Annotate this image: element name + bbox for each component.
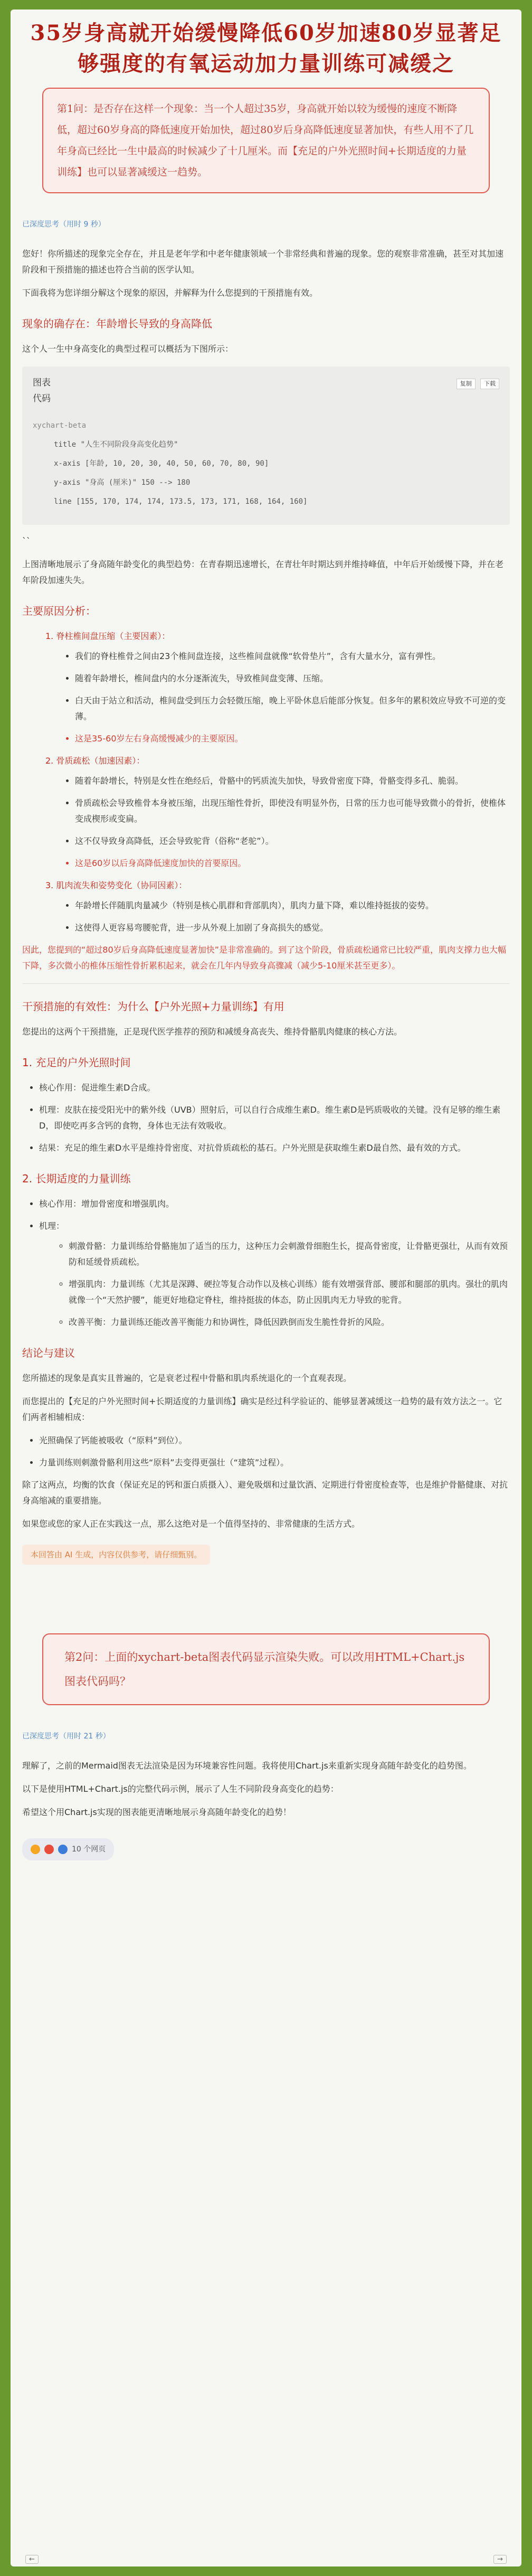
source-icon: [58, 1845, 68, 1854]
code-content: [33, 411, 499, 516]
cause-3-title: 3. 肌肉流失和姿势变化（协同因素）：: [45, 880, 187, 890]
conclusion-list: [22, 1433, 510, 1471]
list-item: [39, 1218, 510, 1330]
next-arrow-icon[interactable]: →: [493, 2555, 507, 2564]
list-item: • 骨质疏松会导致椎骨本身被压缩，出现压缩性骨折，即使没有明显外伤，日常的压力也可能导致微小的骨折，使椎体变成楔形或变扁。: [75, 795, 510, 827]
answer2-paragraph-3: 希望这个用Chart.js实现的图表能更清晰地展示身高随年龄变化的趋势！: [22, 1807, 291, 1817]
list-item: • 光照确保了钙能被吸收（“原料”到位）。: [39, 1433, 510, 1449]
source-pages[interactable]: [22, 1838, 114, 1860]
list-item: • 这使得人更容易弯腰驼背，进一步从外观上加剧了身高损失的感觉。: [75, 920, 510, 936]
code-line: xychart-beta: [33, 421, 87, 430]
question-box-2: 第2问：上面的xychart-beta图表代码显示渲染失败。可以改用HTML+Chart.js图表代码吗？: [42, 1633, 490, 1705]
cause-3: [45, 878, 510, 936]
cause-conclusion: 因此，您提到的“超过80岁后身高降低速度显著加快”是非常准确的。到了这个阶段，骨质疏松通常已比较严重，肌肉支撑力也大幅下降，多次微小的椎体压缩性骨折累积起来，就会在几年内导致身高骤减（减少5-10厘米甚至更多）。: [22, 945, 506, 971]
list-item: • 年龄增长伴随肌肉量减少（特别是核心肌群和背部肌肉），肌肉力量下降，难以维持挺拔的姿势。: [75, 898, 510, 914]
list-item: • 白天由于站立和活动，椎间盘受到压力会轻微压缩，晚上平卧休息后能部分恢复。但多年的累积效应导致不可逆的变薄。: [75, 693, 510, 725]
footer-nav: [11, 2552, 521, 2566]
heading-light: 1. 充足的户外光照时间: [22, 1056, 131, 1069]
list-item: • 我们的脊柱椎骨之间由23个椎间盘连接，这些椎间盘就像“软骨垫片”，含有大量水分，富有弹性。: [75, 648, 510, 664]
cause-2: [45, 753, 510, 871]
deep-thinking-meta-2[interactable]: 已深度思考（用时 21 秒）: [22, 1732, 110, 1741]
heading-strength: 2. 长期适度的力量训练: [22, 1172, 131, 1185]
answer2-paragraph-2: 以下是使用HTML+Chart.js的完整代码示例，展示了人生不同阶段身高变化的趋势：: [22, 1784, 339, 1794]
source-icon: [44, 1845, 54, 1854]
code-line: line [155, 170, 174, 174, 173.5, 173, 171, 168, 164, 160]: [54, 497, 308, 506]
heading-existence: 现象的确存在：年龄增长导致的身高降低: [22, 317, 212, 330]
strength-list: [22, 1196, 510, 1330]
deep-thinking-meta-1[interactable]: 已深度思考（用时 9 秒）: [22, 220, 106, 229]
prev-arrow-icon[interactable]: ←: [25, 2555, 39, 2564]
answer2-paragraph-1: 理解了，之前的Mermaid图表无法渲染是因为环境兼容性问题。我将使用Chart.js来重新实现身高随年龄变化的趋势图。: [22, 1761, 472, 1771]
page-title: 35岁身高就开始缓慢降低60岁加速80岁显著足够强度的有氧运动加力量训练可减缓之: [30, 21, 502, 76]
light-list: [22, 1080, 510, 1156]
download-button[interactable]: 下载: [480, 379, 499, 389]
question-box-1: 第1问：是否存在这样一个现象：当一个人超过35岁，身高就开始以较为缓慢的速度不断降低，超过60岁身高的降低速度开始加快，超过80岁后身高降低速度显著加快，有些人用不了几年身高已经比一生中最高的时候减少了十几厘米。而【充足的户外光照时间+长期适度的力量训练】也可以显著减缓这一趋势。: [42, 88, 490, 193]
code-label-chart[interactable]: 图表: [33, 378, 51, 388]
divider: [22, 983, 510, 984]
list-item: • 这不仅导致身高降低，还会导致驼背（俗称“老驼”）。: [75, 833, 510, 849]
list-item: • 随着年龄增长，特别是女性在绝经后，骨骼中的钙质流失加快，导致骨密度下降，骨骼变得多孔、脆弱。: [75, 773, 510, 789]
source-icon: [31, 1845, 40, 1854]
summary-paragraph: 上图清晰地展示了身高随年龄变化的典型趋势：在青春期迅速增长，在青壮年时期达到并维持峰值，中年后开始缓慢下降，并在老年阶段加速失失。: [22, 559, 504, 585]
code-label-code[interactable]: 代码: [33, 393, 51, 404]
list-item: ◦ 改善平衡：力量训练还能改善平衡能力和协调性，降低因跌倒而发生脆性骨折的风险。: [69, 1314, 510, 1330]
intro-paragraph-1: 您好！你所描述的现象完全存在，并且是老年学和中老年健康领域一个非常经典和普遍的现象。您的观察非常准确，甚至对其加速阶段和干预措施的描述也符合当前的医学认知。: [22, 249, 504, 275]
article-page: [11, 10, 521, 2566]
cause-1: [45, 628, 510, 747]
ai-disclaimer: 本回答由 AI 生成，内容仅供参考，请仔细甄别。: [22, 1545, 210, 1565]
intro-paragraph-2: 下面我将为您详细分解这个现象的原因，并解释为什么您提到的干预措施有效。: [22, 288, 318, 298]
strength-mechanism-label: 机理：: [39, 1221, 65, 1231]
code-line: x-axis [年龄, 10, 20, 30, 40, 50, 60, 70, 80, 90]: [54, 459, 269, 468]
conclusion-paragraph-1: 您所描述的现象是真实且普遍的，它是衰老过程中骨骼和肌肉系统退化的一个直观表现。: [22, 1373, 352, 1383]
list-item: • 机理：皮肤在接受阳光中的紫外线（UVB）照射后，可以自行合成维生素D。维生素D是钙质吸收的关键。没有足够的维生素D，即使吃再多含钙的食物，身体也无法有效吸收。: [39, 1102, 510, 1134]
code-block: [22, 366, 510, 525]
list-item: ◦ 刺激骨骼：力量训练给骨骼施加了适当的压力，这种压力会刺激骨细胞生长，提高骨密度，让骨骼更强壮，从而有效预防和延缓骨质疏松。: [69, 1238, 510, 1270]
answer-2: [11, 1728, 521, 1860]
list-item: • 这是60岁以后身高降低速度加快的首要原因。: [75, 855, 510, 871]
list-item: ◦ 增强肌肉：力量训练（尤其是深蹲、硬拉等复合动作以及核心训练）能有效增强背部、腰部和腿部的肌肉。强壮的肌肉就像一个“天然护腰”，能更好地稳定脊柱，维持挺拔的体态，防止因肌肉无力导致的驼背。: [69, 1276, 510, 1308]
copy-button[interactable]: 复制: [457, 379, 476, 389]
list-item: • 这是35-60岁左右身高缓慢减少的主要原因。: [75, 731, 510, 747]
list-item: • 力量训练则刺激骨骼利用这些“原料”去变得更强壮（“建筑”过程）。: [39, 1455, 510, 1471]
heading-intervention: 干预措施的有效性：为什么【户外光照+力量训练】有用: [22, 1000, 284, 1013]
list-item: • 结果：充足的维生素D水平是维持骨密度、对抗骨质疏松的基石。户外光照是获取维生素D最自然、最有效的方式。: [39, 1140, 510, 1156]
existence-text: 这个人一生中身高变化的典型过程可以概括为下图所示：: [22, 344, 234, 354]
cause-1-title: 1. 脊柱椎间盘压缩（主要因素）：: [45, 631, 170, 641]
cause-2-title: 2. 骨质疏松（加速因素）：: [45, 756, 145, 766]
list-item: • 核心作用：增加骨密度和增强肌肉。: [39, 1196, 510, 1212]
code-line: y-axis "身高 (厘米)" 150 --> 180: [54, 478, 191, 487]
list-item: • 核心作用：促进维生素D合成。: [39, 1080, 510, 1096]
causes-list: [22, 628, 510, 936]
backticks: ``: [22, 536, 31, 546]
intervention-intro: 您提出的这两个干预措施，正是现代医学推荐的预防和减缓身高丧失、维持骨骼肌肉健康的核心方法。: [22, 1027, 403, 1037]
heading-causes: 主要原因分析：: [22, 605, 96, 617]
source-count: 10 个网页: [72, 1845, 106, 1854]
conclusion-paragraph-4: 如果您或您的家人正在实践这一点，那么这绝对是一个值得坚持的、非常健康的生活方式。: [22, 1519, 360, 1529]
list-item: • 随着年龄增长，椎间盘内的水分逐渐流失，导致椎间盘变薄、压缩。: [75, 671, 510, 687]
conclusion-paragraph-3: 除了这两点，均衡的饮食（保证充足的钙和蛋白质摄入）、避免吸烟和过量饮酒、定期进行骨密度检查等，也是维护骨骼健康、对抗身高缩减的重要措施。: [22, 1480, 508, 1506]
conclusion-paragraph-2: 而您提出的【充足的户外光照时间+长期适度的力量训练】确实是经过科学验证的、能够显著减缓这一趋势的最有效方法之一。它们两者相辅相成：: [22, 1396, 502, 1422]
code-line: title "人生不同阶段身高变化趋势": [54, 440, 178, 449]
heading-conclusion: 结论与建议: [22, 1347, 75, 1359]
answer-1: [11, 217, 521, 1570]
